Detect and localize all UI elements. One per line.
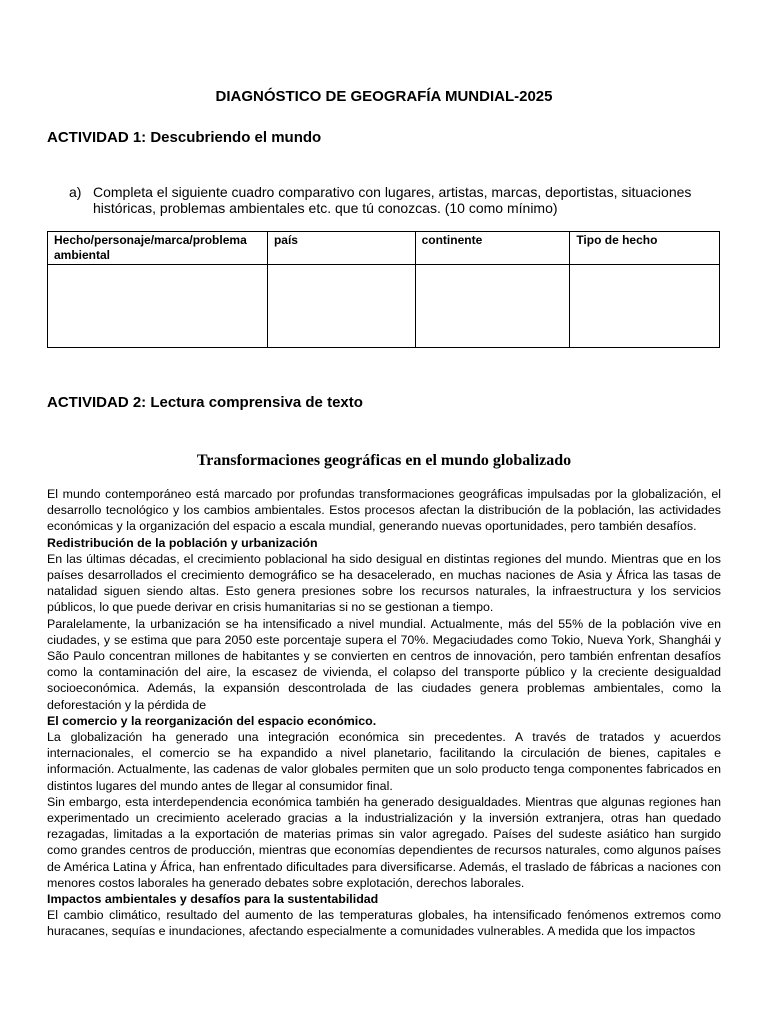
cell-hecho[interactable] — [48, 265, 268, 348]
comparison-table — [47, 231, 720, 348]
header-hecho: Hecho/personaje/marca/problema ambiental — [48, 232, 268, 265]
table-row — [48, 265, 720, 348]
section-heading-population: Redistribución de la población y urbanización — [47, 535, 318, 550]
table-header-row — [48, 232, 720, 265]
header-tipo: Tipo de hecho — [570, 232, 720, 265]
paragraph-inequality: Sin embargo, esta interdependencia económica también ha generado desigualdades. Mientras que algunas regiones han experimentado un crecimiento acelerado gracias a la industrialización y la inversión extranjera, otras han quedado rezagadas, limitadas a la exportación de materias primas sin valor agregado. Países del sudeste asiático han surgido como grandes centros de producción, mientras que economías dependientes de recursos naturales, como algunos países de América Latina y África, han enfrentado dificultades para diversificarse. Además, el traslado de fábricas a naciones con menores costos laborales ha generado debates sobre explotación, derechos laborales. — [47, 794, 721, 890]
section-heading-commerce: El comercio y la reorganización del espacio económico. — [47, 713, 377, 728]
activity1-heading: ACTIVIDAD 1: Descubriendo el mundo — [47, 129, 322, 146]
header-pais: país — [267, 232, 415, 265]
document-title: DIAGNÓSTICO DE GEOGRAFÍA MUNDIAL-2025 — [215, 88, 553, 105]
paragraph-climate: El cambio climático, resultado del aumento de las temperaturas globales, ha intensificado fenómenos extremos como huracanes, sequías e inundaciones, afectando especialmente a comunidades vulnerables. A medida que los impactos — [47, 908, 721, 939]
paragraph-intro: El mundo contemporáneo está marcado por profundas transformaciones geográficas impulsadas por la globalización, el desarrollo tecnológico y los cambios ambientales. Estos procesos afectan la distribución de la población, las actividades económicas y la organización del espacio a escala mundial, generando nuevas oportunidades, pero también desafíos. — [47, 487, 721, 534]
reading-body — [47, 486, 721, 940]
instruction-label: a) — [69, 184, 82, 200]
reading-title: Transformaciones geográficas en el mundo globalizado — [196, 452, 572, 469]
paragraph-urbanization: Paralelamente, la urbanización se ha intensificado a nivel mundial. Actualmente, más del 55% de la población vive en ciudades, y se estima que para 2050 este porcentaje supera el 70%. Megaciudades como Tokio, Nueva York, Shanghái y São Paulo concentran millones de habitantes y se convierten en centros de innovación, pero también enfrentan desafíos como la contaminación del aire, la escasez de vivienda, el colapso del transporte público y la creciente desigualdad socioeconómica. Además, la expansión descontrolada de las ciudades genera problemas ambientales, como la deforestación y la pérdida de — [47, 616, 721, 712]
section-heading-environment: Impactos ambientales y desafíos para la sustentabilidad — [47, 892, 379, 907]
header-continente: continente — [415, 232, 570, 265]
cell-tipo[interactable] — [570, 265, 720, 348]
paragraph-globalization: La globalización ha generado una integración económica sin precedentes. A través de tratados y acuerdos internacionales, el comercio se ha expandido a nivel planetario, facilitando la circulación de bienes, capitales e información. Actualmente, las cadenas de valor globales permiten que un solo producto tenga componentes fabricados en distintos lugares del mundo antes de llegar al consumidor final. — [47, 730, 721, 793]
instruction-text: Completa el siguiente cuadro comparativo con lugares, artistas, marcas, deportistas, situaciones históricas, problemas ambientales etc. que tú conozcas. (10 como mínimo) — [93, 184, 692, 216]
activity1-instruction — [69, 184, 719, 216]
activity2-heading: ACTIVIDAD 2: Lectura comprensiva de texto — [47, 394, 363, 411]
cell-pais[interactable] — [267, 265, 415, 348]
paragraph-population: En las últimas décadas, el crecimiento poblacional ha sido desigual en distintas regiones del mundo. Mientras que en los países desarrollados el crecimiento demográfico se ha desacelerado, en muchas naciones de Asia y África las tasas de natalidad siguen siendo altas. Esto genera presiones sobre los recursos naturales, la infraestructura y los servicios públicos, lo que puede derivar en crisis humanitarias si no se gestionan a tiempo. — [47, 551, 721, 615]
cell-continente[interactable] — [415, 265, 570, 348]
